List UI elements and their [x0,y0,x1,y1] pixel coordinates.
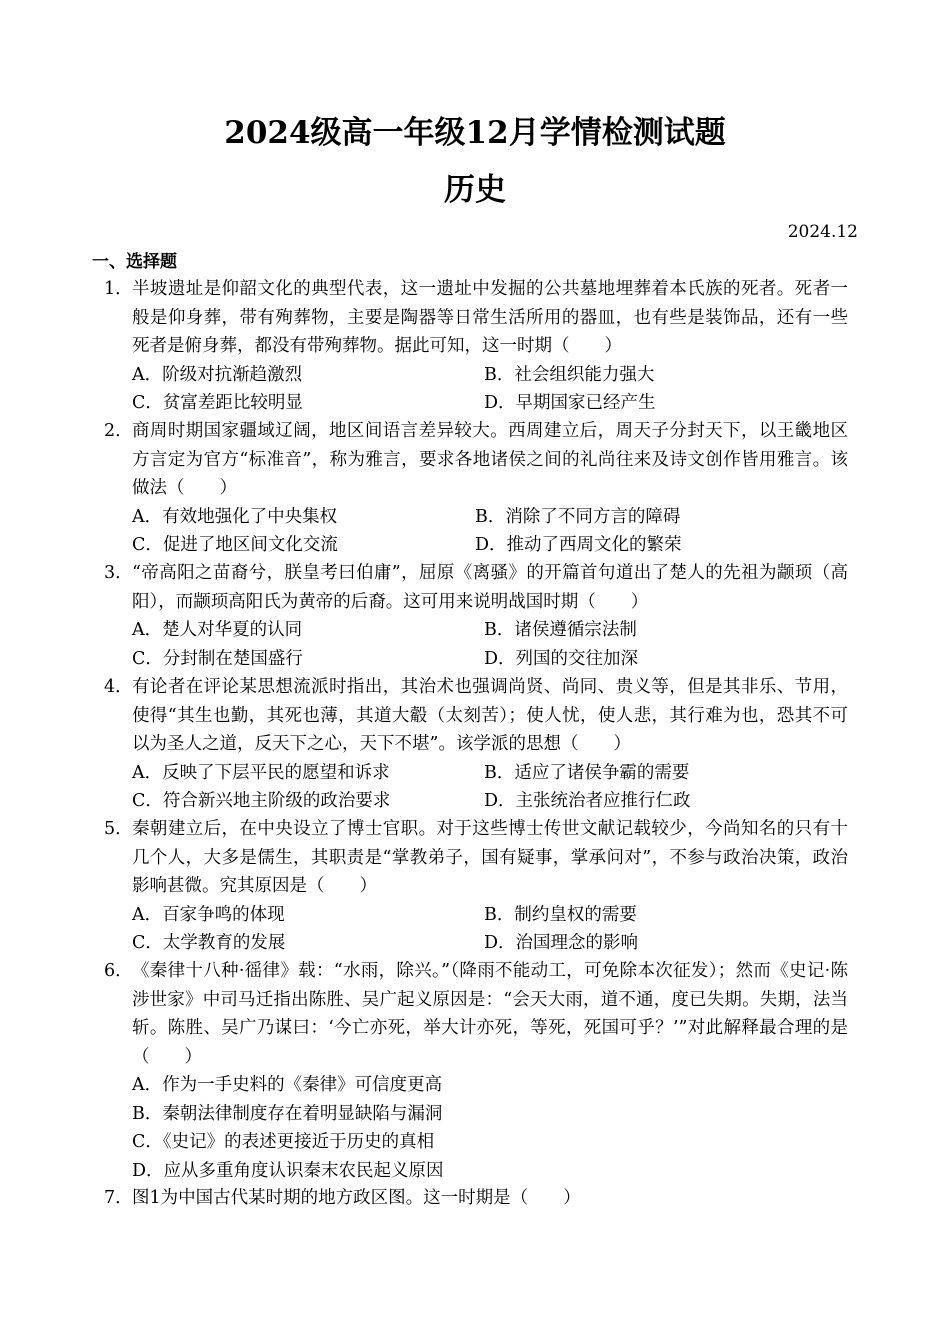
question-1 [104,275,848,418]
exam-title: 2024级高一年级12月学情检测试题 [224,115,726,151]
option-b[interactable]: B．社会组织能力强大 [484,364,655,385]
option-a[interactable]: A．阶级对抗渐趋激烈 [132,364,303,385]
option-a[interactable]: A．作为一手史料的《秦律》可信度更高 [132,1075,443,1095]
question-7 [104,1184,848,1213]
question-number: 1． [104,279,133,299]
option-d[interactable]: D．主张统治者应推行仁政 [484,791,691,811]
question-4 [104,673,848,816]
question-stem: 半坡遗址是仰韶文化的典型代表，这一遗址中发掘的公共墓地埋葬着本氏族的死者。死者一般是仰身葬，带有殉葬物，主要是陶器等日常生活所用的器皿，也有些是装饰品，还有一些死者是俯身葬，都没有带殉葬物。据此可知，这一时期（ ） [132,279,848,356]
option-d[interactable]: D．列国的交往加深 [484,648,639,669]
option-a[interactable]: A．有效地强化了中央集权 [132,506,338,527]
option-a[interactable]: A．反映了下层平民的愿望和诉求 [132,762,390,783]
question-2 [104,417,848,560]
options [132,759,848,816]
question-number: 5． [104,819,133,839]
options [132,503,848,560]
option-a[interactable]: A．楚人对华夏的认同 [132,620,303,640]
option-c[interactable]: C．分封制在楚国盛行 [132,648,303,669]
question-stem: 图1为中国古代某时期的地方政区图。这一时期是（ ） [132,1188,581,1208]
question-stem: 商周时期国家疆域辽阔，地区间语言差异较大。西周建立后，周天子分封天下，以王畿地区方言定为官方“标准音”，称为雅言，要求各地诸侯之间的礼尚往来及诗文创作皆用雅言。该做法（ ） [132,421,848,498]
option-c[interactable]: C．符合新兴地主阶级的政治要求 [132,791,391,811]
option-d[interactable]: D．治国理念的影响 [484,933,639,953]
question-number: 7． [104,1188,133,1208]
options [132,361,848,418]
question-number: 3． [104,563,133,583]
option-c[interactable]: C．《史记》的表述更接近于历史的真相 [132,1132,435,1152]
question-stem: 有论者在评论某思想流派时指出，其治术也强调尚贤、尚同、贵义等，但是其非乐、节用，使得“其生也勤，其死也薄，其道大觳（太刻苦）；使人忧，使人悲，其行难为也，恐其不可以为圣人之道，反天下之心，天下不堪”。该学派的思想（ ） [132,677,848,754]
subject-title: 历史 [444,172,506,208]
option-a[interactable]: A．百家争鸣的体现 [132,904,285,925]
option-d[interactable]: D．推动了西周文化的繁荣 [475,535,682,555]
option-c[interactable]: C．贫富差距比较明显 [132,393,303,413]
option-b[interactable]: B．消除了不同方言的障碍 [475,506,681,527]
question-stem: “帝高阳之苗裔兮，朕皇考曰伯庸”，屈原《离骚》的开篇首句道出了楚人的先祖为颛顼（高阳），而颛顼高阳氏为黄帝的后裔。这可用来说明战国时期（ ） [132,563,848,612]
option-d[interactable]: D．早期国家已经产生 [484,393,656,413]
question-number: 4． [104,677,133,697]
option-c[interactable]: C．太学教育的发展 [132,933,286,953]
question-number: 6． [104,961,133,981]
option-b[interactable]: B．适应了诸侯争霸的需要 [484,762,690,783]
question-6 [104,957,848,1185]
option-b[interactable]: B．制约皇权的需要 [484,904,637,925]
option-b[interactable]: B．秦朝法律制度存在着明显缺陷与漏洞 [132,1103,443,1124]
exam-date: 2024.12 [787,222,858,242]
option-d[interactable]: D．应从多重角度认识秦末农民起义原因 [132,1160,444,1181]
question-stem: 秦朝建立后，在中央设立了博士官职。对于这些博士传世文献记载较少，今尚知名的只有十几个人，大多是儒生，其职责是“掌教弟子，国有疑事，掌承问对”，不参与政治决策，政治影响甚微。究其原因是（ ） [132,819,848,896]
section-heading: 一、选择题 [92,252,177,272]
options [132,1071,848,1185]
options [132,901,848,958]
option-c[interactable]: C．促进了地区间文化交流 [132,535,338,555]
question-stem: 《秦律十八种·徭律》载：“水雨，除兴。”（降雨不能动工，可免除本次征发）；然而《史记·陈涉世家》中司马迁指出陈胜、吴广起义原因是：“会天大雨，道不通，度已失期。失期，法当斩。陈胜、吴广乃谋曰：‘今亡亦死，举大计亦死，等死，死国可乎？’”对此解释最合理的是（ ） [132,961,848,1067]
options [132,616,848,673]
question-3 [104,559,848,673]
question-number: 2． [104,421,133,441]
question-5 [104,815,848,958]
option-b[interactable]: B．诸侯遵循宗法制 [484,620,637,640]
